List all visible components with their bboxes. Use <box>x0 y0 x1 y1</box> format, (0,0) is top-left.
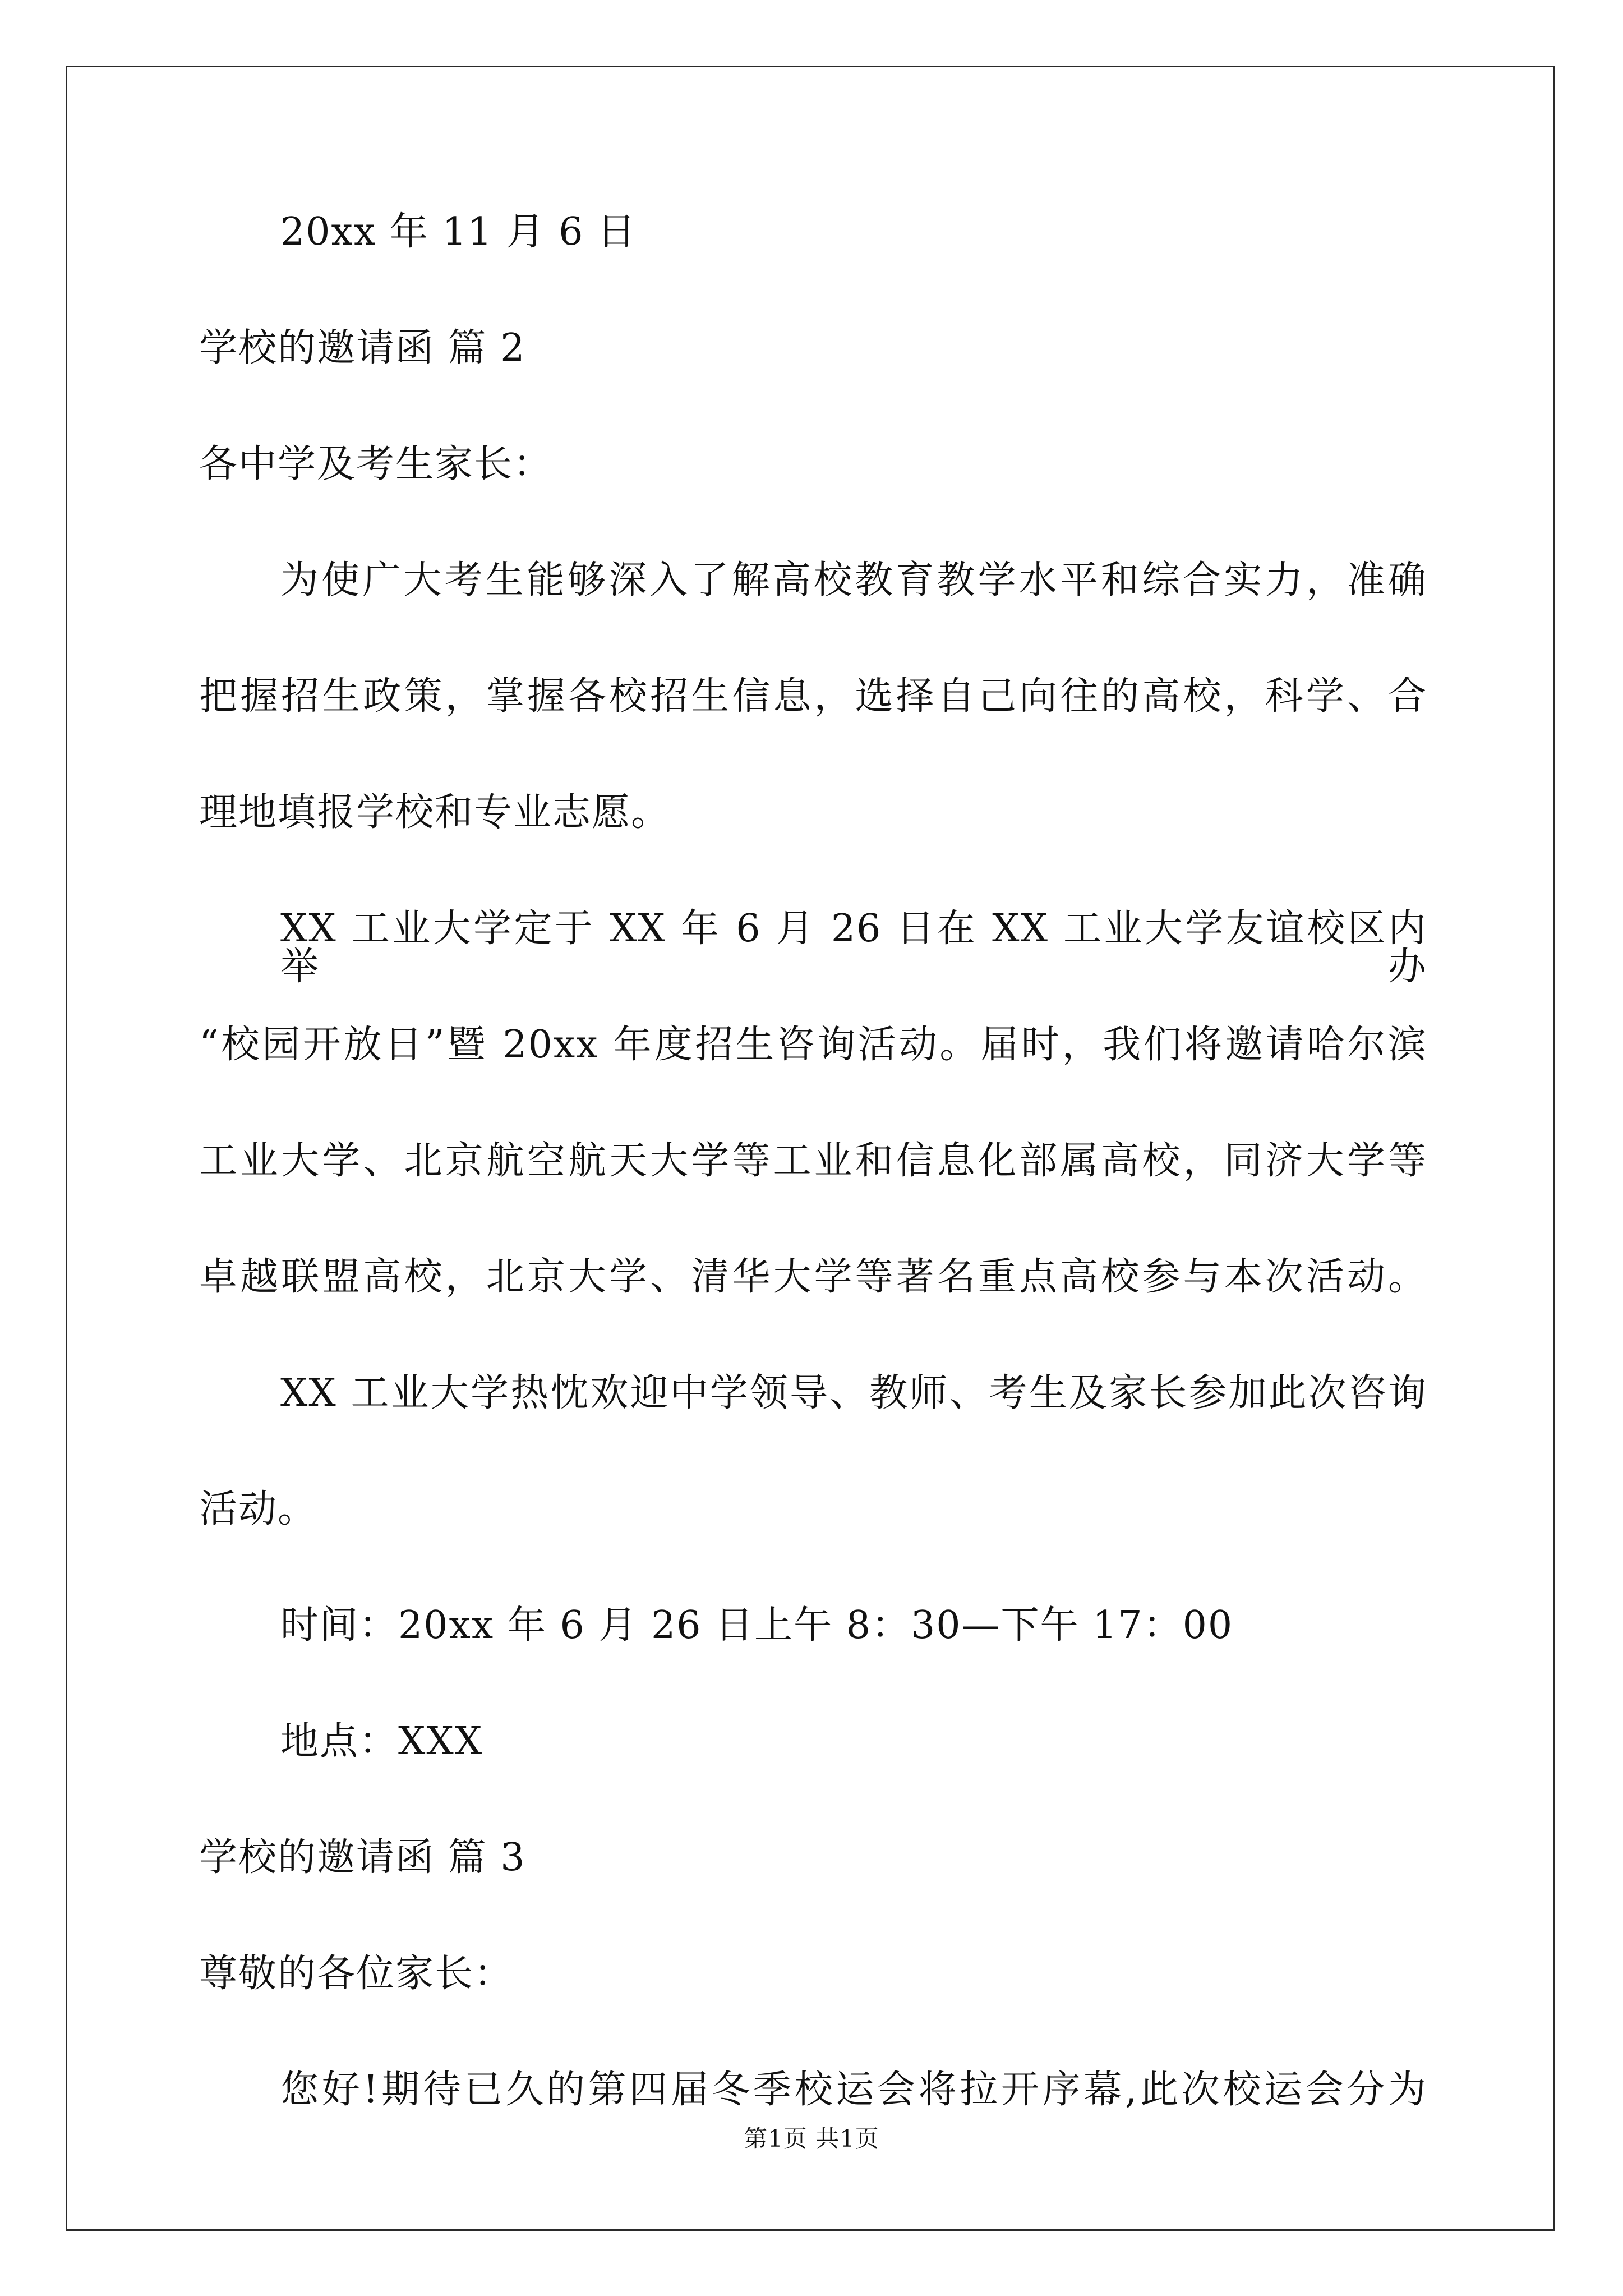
section-heading-3: 学校的邀请函 篇 3 <box>199 1835 526 1880</box>
time-line: 时间：20xx 年 6 月 26 日上午 8：30—下午 17：00 <box>280 1603 1234 1648</box>
location-line: 地点：XXX <box>280 1719 483 1764</box>
salutation-2: 各中学及考生家长： <box>199 442 553 486</box>
page-footer: 第1页 共1页 <box>744 2125 879 2152</box>
paragraph-line: “校园开放日”暨 20xx 年度招生咨询活动。届时，我们将邀请哈尔滨 <box>199 1023 1427 1067</box>
document-body <box>199 210 1427 2187</box>
paragraph-line: 卓越联盟高校，北京大学、清华大学等著名重点高校参与本次活动。 <box>199 1255 1427 1299</box>
paragraph-line: XX 工业大学热忱欢迎中学领导、教师、考生及家长参加此次咨询 <box>280 1371 1427 1415</box>
paragraph-line: 把握招生政策，掌握各校招生信息，选择自己向往的高校，科学、合 <box>199 674 1427 719</box>
salutation-3: 尊敬的各位家长： <box>199 1952 514 1996</box>
paragraph-line: 活动。 <box>199 1487 317 1531</box>
paragraph-line: 您好!期待已久的第四届冬季校运会将拉开序幕,此次校运会分为 <box>280 2068 1427 2112</box>
paragraph-line: 为使广大考生能够深入了解高校教育教学水平和综合实力，准确 <box>280 558 1427 602</box>
paragraph-line: 工业大学、北京航空航天大学等工业和信息化部属高校，同济大学等 <box>199 1139 1427 1183</box>
section-heading-2: 学校的邀请函 篇 2 <box>199 326 526 370</box>
paragraph-line: 理地填报学校和专业志愿。 <box>199 790 671 835</box>
date-line: 20xx 年 11 月 6 日 <box>280 210 637 254</box>
paragraph-line: XX 工业大学定于 XX 年 6 月 26 日在 XX 工业大学友谊校区内举办 <box>280 907 1427 989</box>
